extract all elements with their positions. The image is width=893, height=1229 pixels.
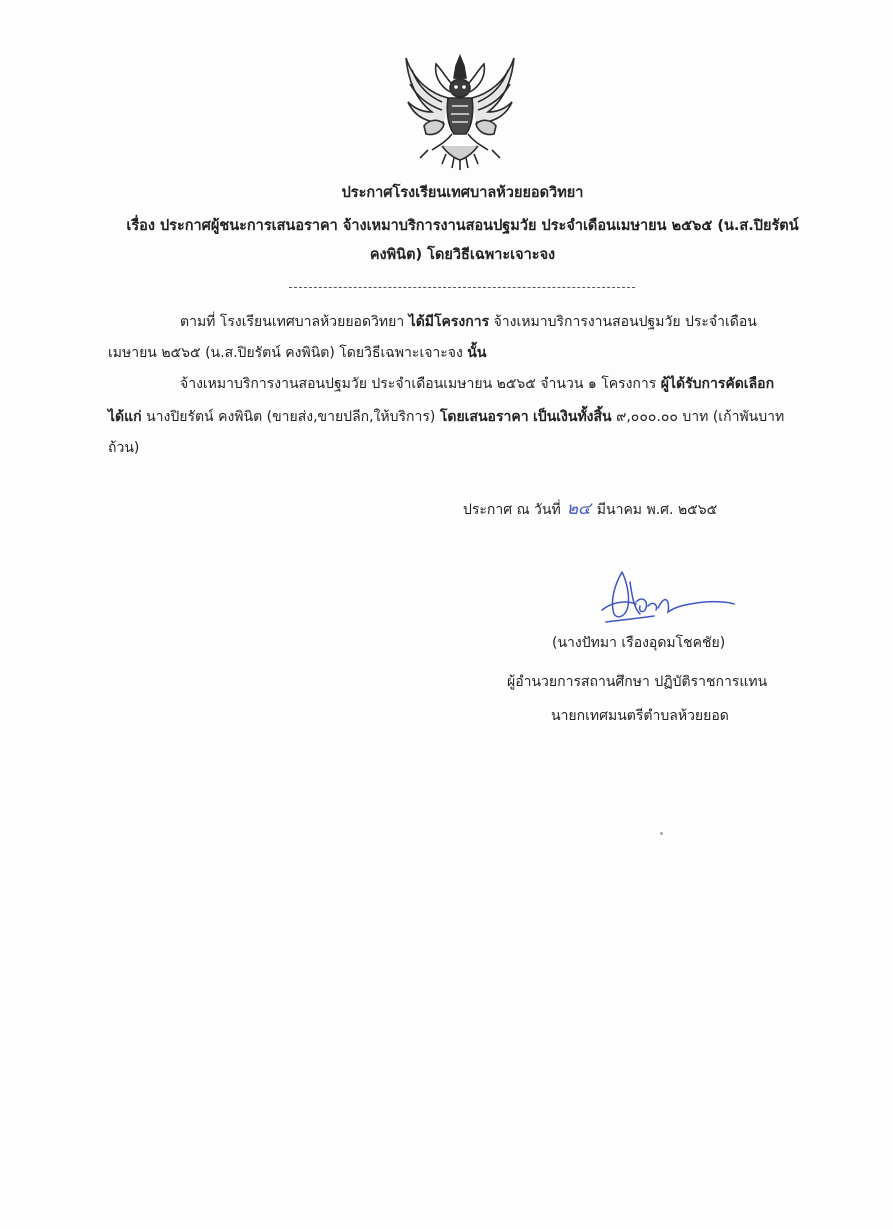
garuda-emblem-icon [398, 50, 522, 174]
paragraph-2-line-1 [180, 372, 774, 396]
text-segment-bold: ได้แก่ [108, 409, 142, 425]
announcement-date [463, 497, 717, 522]
signatory-name: (นางปัทมา เรืองอุดมโชคชัย) [552, 635, 726, 651]
paragraph-2-line-2 [108, 405, 784, 429]
announcement-prefix: ประกาศ ณ วันที่ [463, 502, 561, 518]
signatory-position-line-1: ผู้อำนวยการสถานศึกษา ปฏิบัติราชการแทน [507, 674, 768, 690]
signatory-position-line-2: นายกเทศมนตรีตำบลห้วยยอด [551, 708, 729, 724]
handwritten-day: ๒๔ [566, 499, 591, 519]
paragraph-1-line-2 [108, 341, 486, 365]
announcement-month-year: มีนาคม พ.ศ. ๒๕๖๕ [596, 502, 718, 518]
handwritten-signature [592, 562, 742, 638]
scan-speck [660, 832, 663, 835]
text-segment-bold: นั้น [467, 345, 487, 361]
text-segment: จ้างเหมาบริการงานสอนปฐมวัย ประจำเดือน [489, 314, 757, 330]
text-segment: จ้างเหมาบริการงานสอนปฐมวัย ประจำเดือนเมษายน ๒๕๖๕ จำนวน ๑ โครงการ [180, 376, 661, 392]
text-segment: ตามที่ โรงเรียนเทศบาลห้วยยอดวิทยา [180, 314, 409, 330]
paragraph-2-line-3: ถ้วน) [108, 440, 140, 456]
divider-line [289, 287, 635, 288]
text-segment-bold: เป็นเงินทั้งสิ้น [533, 409, 612, 425]
text-segment: เมษายน ๒๕๖๕ (น.ส.ปิยรัตน์ คงพินิต) โดยวิธีเฉพาะเจาะจง [108, 345, 468, 361]
text-segment: นางปิยรัตน์ คงพินิต (ขายส่ง,ขายปลีก,ให้บริการ) [141, 409, 440, 425]
subject-line-2: คงพินิต) โดยวิธีเฉพาะเจาะจง [369, 247, 556, 263]
text-segment-bold: โดยเสนอราคา [439, 409, 529, 425]
document-title: ประกาศโรงเรียนเทศบาลห้วยยอดวิทยา [341, 185, 584, 201]
subject-line-1: เรื่อง ประกาศผู้ชนะการเสนอราคา จ้างเหมาบริการงานสอนปฐมวัย ประจำเดือนเมษายน ๒๕๖๕ (น.ส.ปิยรัตน์ [126, 218, 799, 234]
text-segment: ๙,๐๐๐.๐๐ บาท (เก้าพันบาท [611, 409, 785, 425]
text-segment-bold: ผู้ได้รับการคัดเลือก [660, 376, 775, 392]
text-segment-bold: ได้มีโครงการ [408, 314, 490, 330]
paragraph-1-line-1 [180, 310, 757, 334]
